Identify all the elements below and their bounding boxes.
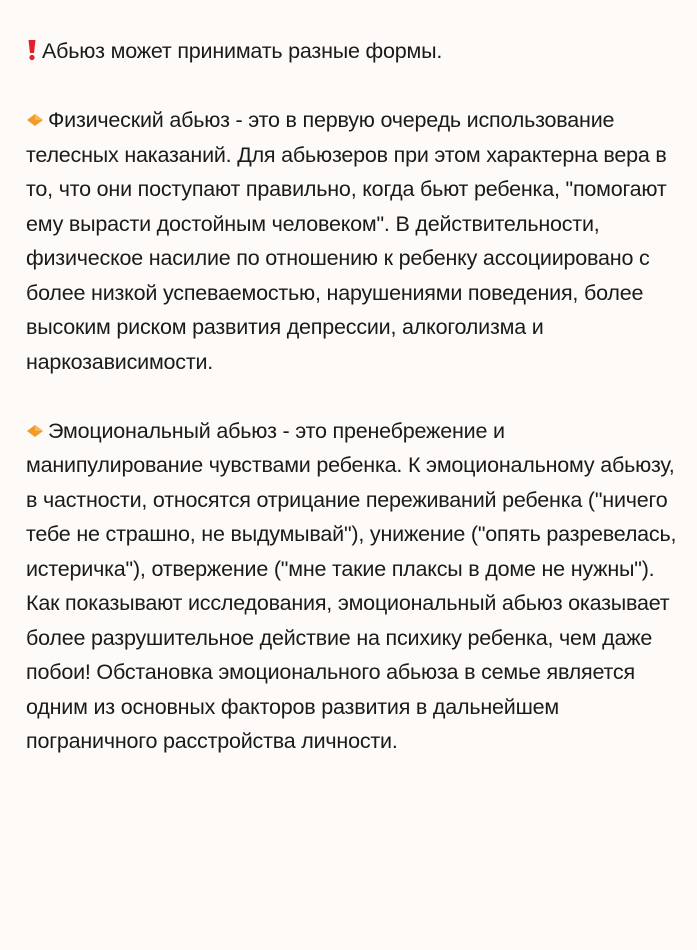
- orange-diamond-icon: [26, 414, 44, 449]
- orange-diamond-icon: [26, 103, 44, 138]
- red-exclamation-icon: [26, 34, 38, 69]
- paragraph-text: Эмоциональный абьюз - это пренебрежение и манипулирование чувствами ребенка. К эмоциональному абьюзу, в частности, относятся отрицание переживаний ребенка ("ничего тебе не страшно, не выдумывай"), унижение ("опять разревелась, истеричка"), отвержение ("мне такие плаксы в доме не нужны"). Как показывают исследования, эмоциональный абьюз оказывает более разрушительное действие на психику ребенка, чем даже побои! Обстановка эмоционального абьюза в семье является одним из основных факторов развития в дальнейшем пограничного расстройства личности.: [26, 418, 677, 753]
- paragraph-emotional-abuse: [26, 414, 685, 759]
- heading-text: Абьюз может принимать разные формы.: [42, 39, 443, 63]
- paragraph-physical-abuse: [26, 103, 685, 379]
- heading-line: [26, 34, 685, 69]
- paragraph-text: Физический абьюз - это в первую очередь использование телесных наказаний. Для абьюзеров при этом характерна вера в то, что они поступают правильно, когда бьют ребенка, "помогают ему вырасти достойным человеком". В действительности, физическое насилие по отношению к ребенку ассоциировано с более низкой успеваемостью, нарушениями поведения, более высоким риском развития депрессии, алкоголизма и наркозависимости.: [26, 108, 667, 374]
